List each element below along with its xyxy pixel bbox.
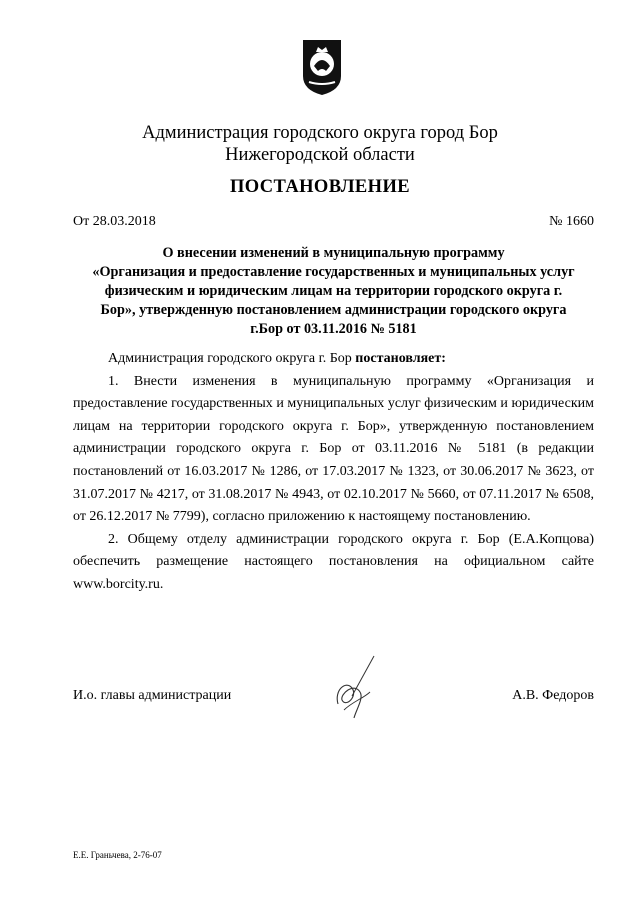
document-type-title: ПОСТАНОВЛЕНИЕ <box>229 177 410 197</box>
document-date: От 28.03.2018 <box>73 214 156 229</box>
document-number: № 1660 <box>549 214 594 229</box>
intro-paragraph <box>73 348 594 371</box>
subject-line: физическим и юридическим лицам на территории городского округа г. <box>104 283 563 299</box>
intro-text: Администрация городского округа г. Бор <box>108 351 356 366</box>
signatory-name: А.В. Федоров <box>512 688 594 703</box>
item-1-paragraph: 1. Внести изменения в муниципальную программу «Организация и предоставление государственных и муниципальных услуг физическим и юридическим лицам на территории городского округа г. Бор», утвержденную постановлением администрации городского округа г. Бор от 03.11.2016 № 5181 (в редакции постановлений от 16.03.2017 № 1286, от 17.03.2017 № 1323, от 30.06.2017 № 3623, от 31.07.2017 № 4217, от 31.08.2017 № 4943, от 02.10.2017 № 5660, от 07.11.2017 № 6508, от 26.12.2017 № 7799), согласно приложению к настоящему постановлению. <box>73 373 594 525</box>
signatory-role: И.о. главы администрации <box>73 688 232 703</box>
executor-contact: Е.Е. Граньчева, 2-76-07 <box>73 850 162 860</box>
organization-name: Администрация городского округа город Бор <box>142 123 498 143</box>
subject-line: Бор», утвержденную постановлением администрации городского округа <box>100 302 567 318</box>
subject-line: О внесении изменений в муниципальную программу <box>162 245 505 261</box>
document-body <box>73 348 594 597</box>
intro-bold: постановляет: <box>355 351 446 366</box>
organization-region: Нижегородской области <box>225 145 415 165</box>
handwritten-signature <box>330 652 380 724</box>
subject-line: «Организация и предоставление государственных и муниципальных услуг <box>92 264 575 280</box>
subject-line: г.Бор от 03.11.2016 № 5181 <box>250 321 417 337</box>
city-coat-of-arms-icon <box>299 36 345 98</box>
document-subject <box>73 244 594 339</box>
item-2-paragraph: 2. Общему отделу администрации городского округа г. Бор (Е.А.Копцова) обеспечить размещение настоящего постановления на официальном сайте www.borcity.ru. <box>73 531 594 592</box>
